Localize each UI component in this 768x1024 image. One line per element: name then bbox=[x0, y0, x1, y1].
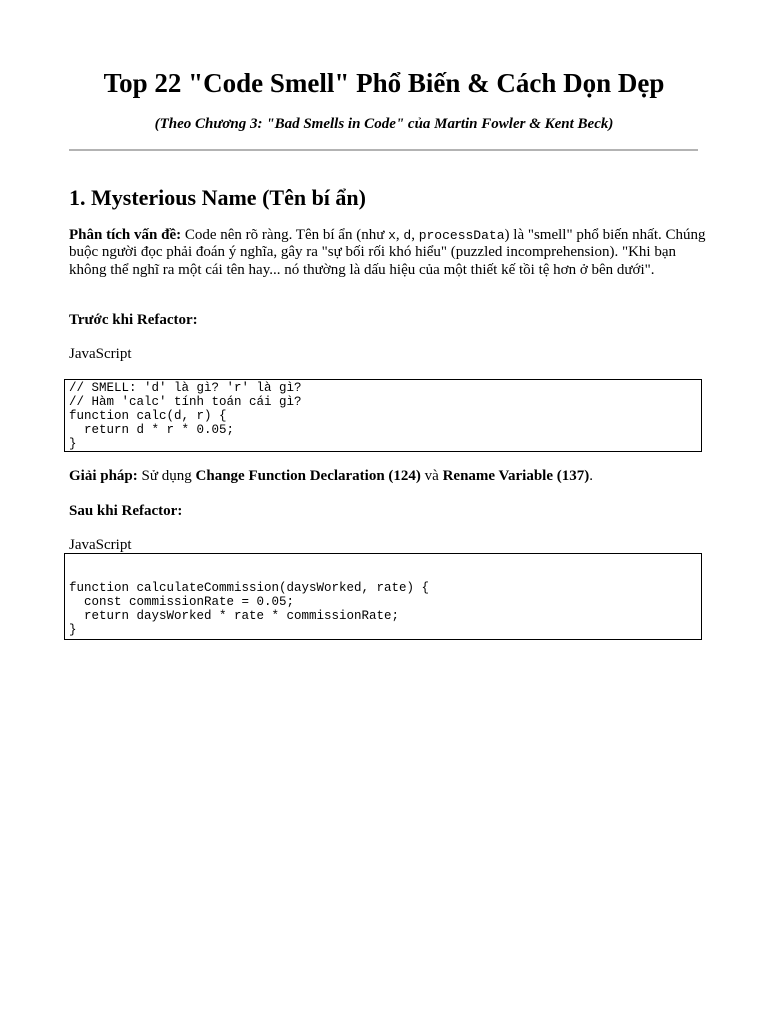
solution-text-3: . bbox=[589, 468, 593, 484]
refactoring-ref-rename-variable: Rename Variable (137) bbox=[442, 468, 590, 484]
horizontal-rule bbox=[69, 149, 698, 151]
analysis-sep-1: , bbox=[395, 227, 404, 243]
analysis-label: Phân tích vấn đề: bbox=[69, 227, 182, 243]
code-line: function calculateCommission(daysWorked, rate) { bbox=[69, 581, 430, 595]
solution-paragraph bbox=[69, 468, 709, 485]
solution-label: Giải pháp: bbox=[69, 468, 138, 484]
solution-text-2: và bbox=[420, 468, 443, 484]
code-line: } bbox=[69, 623, 77, 637]
code-line: // SMELL: 'd' là gì? 'r' là gì? bbox=[69, 381, 302, 395]
inline-code-x: x bbox=[388, 228, 396, 243]
analysis-sep-2: , bbox=[411, 227, 419, 243]
code-line: const commissionRate = 0.05; bbox=[69, 595, 295, 609]
inline-code-d: d bbox=[403, 228, 412, 243]
code-line: return d * r * 0.05; bbox=[69, 423, 235, 437]
code-line: function calc(d, r) { bbox=[69, 409, 227, 423]
before-refactor-label: Trước khi Refactor: bbox=[69, 312, 198, 328]
after-code-language: JavaScript bbox=[69, 537, 132, 553]
document-subtitle: (Theo Chương 3: "Bad Smells in Code" của Martin Fowler & Kent Beck) bbox=[154, 116, 614, 132]
solution-text-1: Sử dụng bbox=[137, 468, 196, 484]
before-code-language: JavaScript bbox=[69, 346, 132, 362]
code-line: } bbox=[69, 437, 77, 451]
section-heading: 1. Mysterious Name (Tên bí ẩn) bbox=[69, 185, 366, 210]
code-line: return daysWorked * rate * commissionRate; bbox=[69, 609, 400, 623]
refactoring-ref-change-function-declaration: Change Function Declaration (124) bbox=[195, 468, 421, 484]
analysis-text-1: Code nên rõ ràng. Tên bí ẩn (như bbox=[181, 227, 389, 243]
code-line: // Hàm 'calc' tính toán cái gì? bbox=[69, 395, 302, 409]
after-refactor-label: Sau khi Refactor: bbox=[69, 503, 183, 519]
document-title: Top 22 "Code Smell" Phổ Biến & Cách Dọn Dẹp bbox=[103, 68, 665, 98]
after-code-block bbox=[64, 553, 702, 640]
analysis-text-2: ) là "smell" phổ biến nhất. Chúng buộc người đọc phải đoán ý nghĩa, gây ra "sự bối rối khó hiểu" (puzzled incomprehension). "Khi bạn không thể nghĩ ra một cái tên hay... nó thường là dấu hiệu của một thiết kế tồi tệ hơn ở bên dưới". bbox=[69, 227, 706, 278]
inline-code-processdata: processData bbox=[418, 228, 505, 243]
before-code-block bbox=[64, 379, 702, 452]
analysis-paragraph bbox=[69, 227, 709, 279]
